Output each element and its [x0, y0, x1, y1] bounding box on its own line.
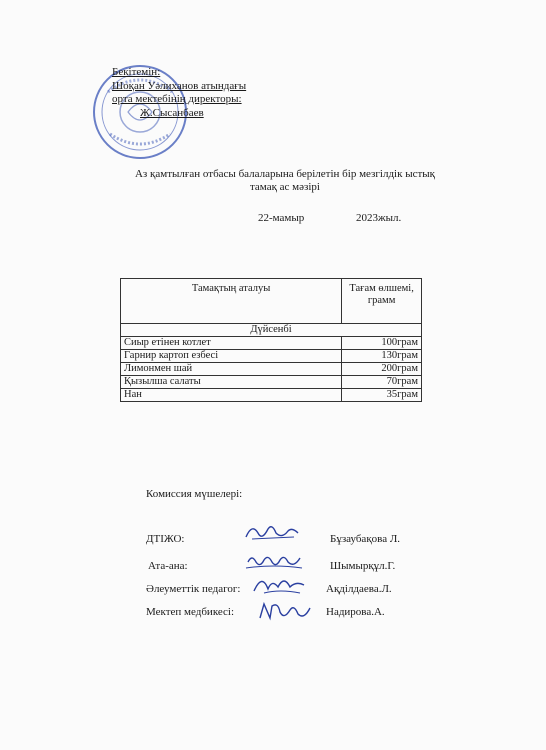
menu-year: 2023жыл. [356, 212, 402, 224]
dish-weight: 200грам [342, 363, 422, 376]
header-dish-name: Тамақтың аталуы [121, 279, 342, 324]
dish-weight: 70грам [342, 376, 422, 389]
dish-name: Гарнир картоп езбесі [121, 350, 342, 363]
approval-block [112, 66, 246, 120]
member-role: Әлеуметтік педагог: [146, 583, 241, 595]
approval-line-director: орта мектебінің директоры: [112, 93, 242, 105]
member-role: ДТІЖО: [146, 533, 185, 545]
handwritten-signature [250, 571, 310, 597]
table-row [121, 350, 422, 363]
dish-weight: 35грам [342, 389, 422, 402]
dish-name: Лимонмен шай [121, 363, 342, 376]
handwritten-signature [242, 519, 302, 545]
header-portion-weight: Тағам өлшемі, грамм [342, 279, 422, 324]
menu-date: 22-мамыр [258, 212, 305, 224]
table-row [121, 389, 422, 402]
member-role: Ата-ана: [148, 560, 188, 572]
table-row [121, 337, 422, 350]
table-header-row [121, 279, 422, 324]
day-label: Дүйсенбі [121, 324, 422, 337]
handwritten-signature [256, 598, 316, 624]
approval-line-director-name: Ж.Сысанбаев [140, 106, 204, 119]
approval-line-approved: Бекітемін: [112, 66, 161, 78]
menu-table [120, 278, 422, 402]
member-role: Мектеп медбикесі: [146, 606, 235, 618]
member-name: Ақділдаева.Л. [326, 583, 392, 595]
member-name: Бұзаубақова Л. [330, 533, 401, 545]
table-row [121, 376, 422, 389]
menu-title: Аз қамтылған отбасы балаларына берілетін бір мезгілдік ыстық тамақ ас мәзірі [134, 168, 436, 193]
member-name: Надирова.А. [326, 606, 385, 618]
dish-weight: 100грам [342, 337, 422, 350]
approval-line-school: Шоқан Уәлиханов атындағы [112, 79, 247, 92]
dish-name: Сиыр етінен котлет [121, 337, 342, 350]
member-name: Шымырқұл.Г. [330, 560, 396, 572]
dish-weight: 130грам [342, 350, 422, 363]
dish-name: Нан [121, 389, 342, 402]
table-row [121, 363, 422, 376]
commission-title: Комиссия мүшелері: [146, 488, 243, 500]
table-day-row [121, 324, 422, 337]
dish-name: Қызылша салаты [121, 376, 342, 389]
